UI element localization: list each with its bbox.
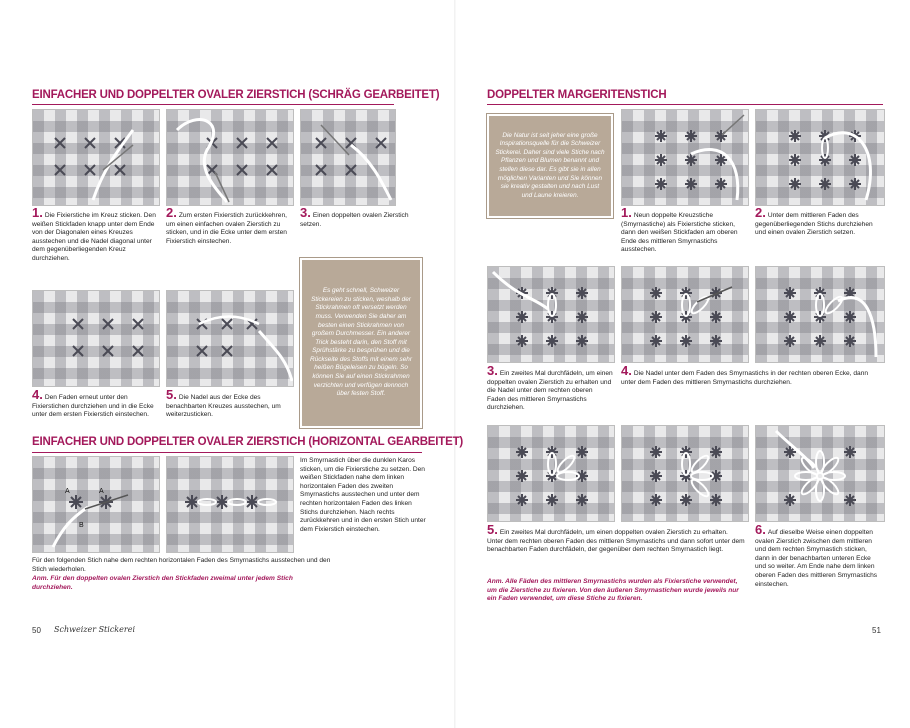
marg-step5-text: Ein zweites Mal durchfädeln, um einen doppelten ovalen Zierstich zu erhalten. Unter dem rechten oberen Faden des mittleren Smyrnastichs und dann sofort unter dem benachbarten Faden durchfädeln, der gegenüber dem rechten Smyrnastich liegt. (487, 529, 745, 554)
section2-rule (32, 452, 422, 453)
marg-step2-caption (755, 205, 883, 238)
brand-footer: Schweizer Stickerei (54, 625, 136, 634)
label-a-left: A (65, 488, 70, 495)
tip-box-text: Es geht schnell, Schweizer Stickereien zu sticken, weshalb der Stickrahmen oft versetzt werden muss. Verwenden Sie daher am besten einen Stickrahmen von großem Durchmesser. Ein anderer Trick besteht darin, den Stoff mit Sprühstärke zu besprühen und die Rückseite des Stoffs mit einem sehr heißen Bügeleisen zu bügeln. So können Sie auf einen Stickrahmen verzichten und verfügen dennoch über festen Stoff. (310, 287, 412, 398)
section2-side-text: Im Smyrnastich über die dunklen Karos sticken, um die Fixierstiche zu setzen. Den weißen Stickfaden nahe dem linken horizontalen Faden des zweiten Smyrnastichs ausstechen und unter dem rechten horizontalen Faden des linken Stichs durchziehen. Nach rechts zurückkehren und in den ersten Stich unter dem Fixierstich einstechen. (300, 457, 426, 533)
quote-box-text: Die Natur ist seit jeher eine große Inspirationsquelle für die Schweizer Stickerei. Daher sind viele Stiche nach Pflanzen und Blumen benannt und stellen diese dar. Es gibt sie in allen möglichen Varianten und Sie können sie kreativ gestalten und nach Lust und Laune kreieren. (495, 131, 605, 199)
step2-photo (166, 109, 294, 206)
right-title-rule (487, 104, 883, 105)
marg-step3-photo (487, 266, 615, 363)
right-note: Anm. Alle Fäden des mittleren Smyrnastichs wurden als Fixierstiche verwendet, um die Zierstiche zu fixieren. Von den äußeren Smyrnastichen wurde jeweils nur ein Faden verwendet, um diese Stiche zu fixieren. (487, 578, 739, 603)
right-title: DOPPELTER MARGERITENSTICH (487, 89, 667, 101)
horizontal-photo-2 (166, 456, 294, 553)
section1-rule (32, 104, 394, 105)
step4-caption (32, 387, 158, 420)
step1-number: 1. (32, 205, 43, 220)
marg-step6-photo (755, 425, 885, 522)
marg-step4b-photo (755, 266, 885, 363)
step2-number: 2. (166, 205, 177, 220)
step5-caption (166, 387, 292, 420)
marg-step5a-photo (487, 425, 615, 522)
step2-text: Zum ersten Fixierstich zurückkehren, um einen einfachen ovalen Zierstich zu sticken, und in die Ecke unter dem ersten Fixierstich einstechen. (166, 212, 287, 245)
marg-step6-number: 6. (755, 522, 766, 537)
book-gutter (454, 0, 456, 728)
step1-text: Die Fixierstiche im Kreuz sticken. Den weißen Stickfaden knapp unter dem Ende von der Diagonalen eines Kreuzes ausstechen und die Nadel diagonal unter dem gegenüberliegenden Kreuz durchziehen. (32, 212, 156, 262)
step1-photo (32, 109, 160, 206)
step5-number: 5. (166, 387, 177, 402)
step1-caption (32, 205, 158, 264)
step4-text: Den Faden erneut unter den Fixierstichen durchziehen und in die Ecke unter dem ersten Fixierstich einstechen. (32, 394, 154, 419)
marg-step3-caption (487, 363, 613, 413)
step4-number: 4. (32, 387, 43, 402)
step5-photo (166, 290, 294, 387)
marg-step6-text: Auf dieselbe Weise einen doppelten ovalen Zierstich zwischen dem mittleren und dem rechten Smyrnastich sticken, dann in der benachbarten unteren Ecke und so weiter. Am Ende nahe dem linken oberen Faden des mittleren Smyrnastichs einstechen. (755, 529, 878, 588)
marg-step1-photo (621, 109, 749, 206)
section1-title: EINFACHER UND DOPPELTER OVALER ZIERSTICH (SCHRÄG GEARBEITET) (32, 89, 440, 101)
section2-title: EINFACHER UND DOPPELTER OVALER ZIERSTICH (HORIZONTAL GEARBEITET) (32, 436, 464, 448)
marg-step1-caption (621, 205, 747, 255)
marg-step1-text: Neun doppelte Kreuzstiche (Smyrnastiche) als Fixierstiche sticken, dann den weißen Stickfaden am oberen Ende des mittleren Smyrnastichs ausstechen. (621, 212, 738, 254)
marg-step2-photo (755, 109, 885, 206)
section2-bottom-text: Für den folgenden Stich nahe dem rechten horizontalen Faden des Smyrnastichs ausstechen und den Stich wiederholen. (32, 557, 331, 573)
marg-step4-number: 4. (621, 363, 632, 378)
marg-step5b-photo (621, 425, 749, 522)
marg-step4-photo (621, 266, 749, 363)
section2-note: Anm. Für den doppelten ovalen Zierstich den Stickfaden zweimal unter jedem Stich durchziehen. (32, 575, 293, 591)
quote-box (487, 114, 613, 218)
step2-caption (166, 205, 292, 246)
step3-photo (300, 109, 396, 206)
marg-step3-text: Ein zweites Mal durchfädeln, um einen doppelten ovalen Zierstich zu erhalten und die Nadel unter dem rechten oberen Faden des mittleren Smyrnastichs durchziehen. (487, 370, 613, 412)
horizontal-photo-1 (32, 456, 160, 553)
step3-text: Einen doppelten ovalen Zierstich setzen. (300, 212, 409, 228)
page-number-right: 51 (872, 626, 881, 635)
label-a-right: A (99, 488, 104, 495)
marg-step2-text: Unter dem mittleren Faden des gegenüberliegenden Stichs durchziehen und einen ovalen Zierstich setzen. (755, 212, 873, 237)
step4-photo (32, 290, 160, 387)
marg-step5-caption (487, 522, 745, 555)
tip-box (300, 258, 422, 428)
marg-step6-caption (755, 522, 883, 589)
marg-step4-text: Die Nadel unter dem Faden des Smyrnastichs in der rechten oberen Ecke, dann unter dem Faden des mittleren Smyrnastichs durchziehen. (621, 370, 869, 386)
step3-number: 3. (300, 205, 311, 220)
page-number-left: 50 (32, 626, 41, 635)
step5-text: Die Nadel aus der Ecke des benachbarten Kreuzes ausstechen, um weiterzusticken. (166, 394, 281, 419)
marg-step1-number: 1. (621, 205, 632, 220)
step3-caption (300, 205, 426, 229)
marg-step5-number: 5. (487, 522, 498, 537)
label-b: B (79, 522, 84, 529)
marg-step4-caption (621, 363, 883, 387)
marg-step2-number: 2. (755, 205, 766, 220)
marg-step3-number: 3. (487, 363, 498, 378)
